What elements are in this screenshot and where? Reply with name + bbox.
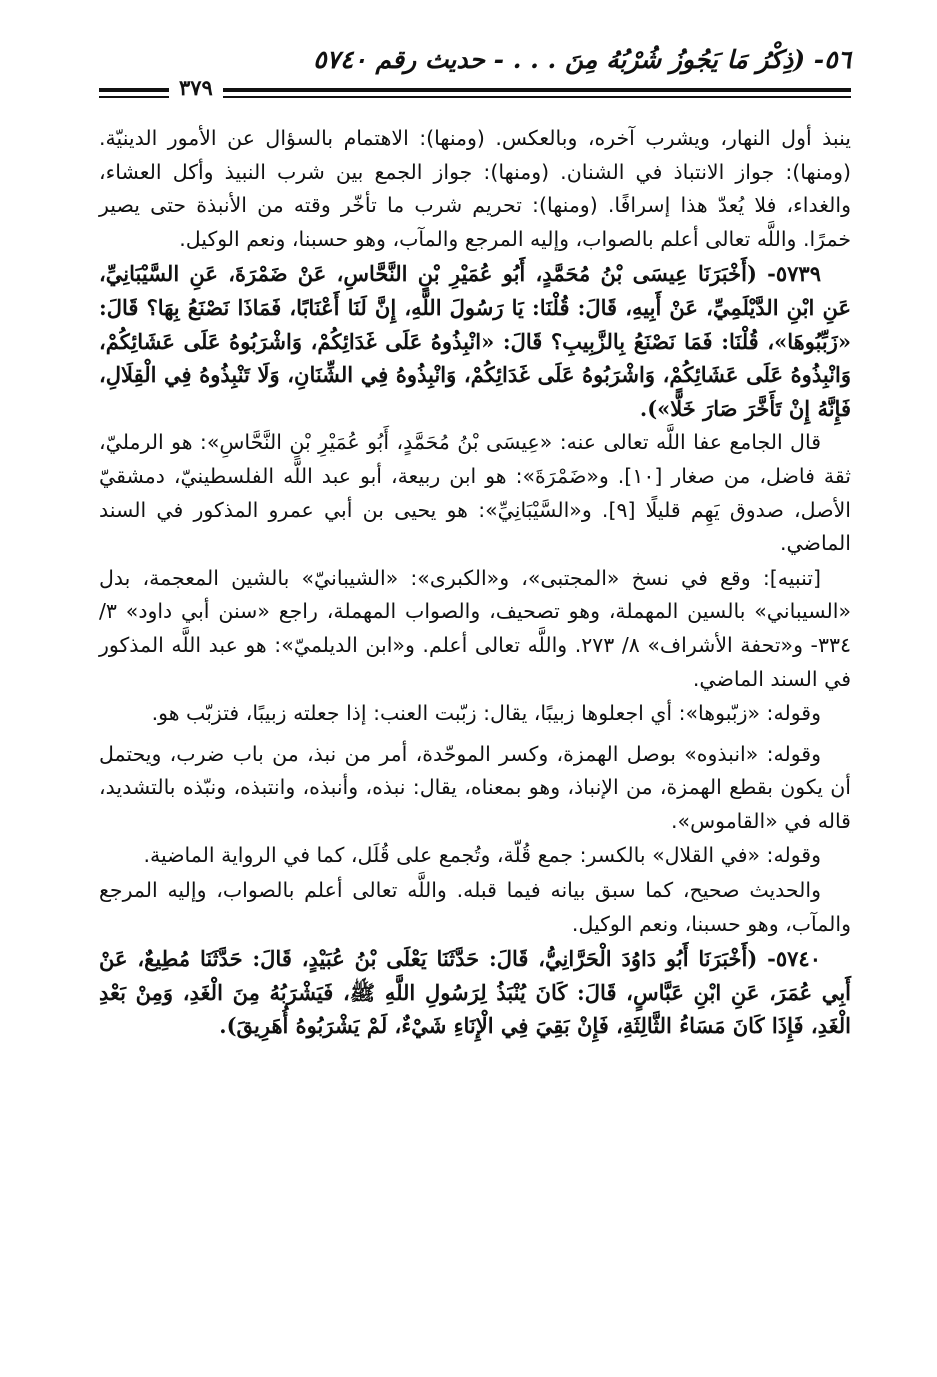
paragraph-narrators: قال الجامع عفا اللَّه تعالى عنه: «عِيسَى بْنُ مُحَمَّدٍ، أَبُو عُمَيْرِ بْنِ النَّحَّاسِ»: هو الرمليّ، ثقة فاضل، من صغار [١٠]. و«ضَمْرَةَ»: هو ابن ربيعة، أبو عبد اللَّه الفلسطينيّ، دمشقيّ الأصل، صدوق يَهِم قليلًا [٩]. و«السَّيْبَانِيِّ»: هو يحيى بن أبي عمرو المذكور في السند الماضي. xyxy=(99,430,851,556)
hadith-5740: ٥٧٤٠- (أَخْبَرَنَا أَبُو دَاوُدَ الْحَرَّانِيُّ، قَالَ: حَدَّثَنَا يَعْلَى بْنُ عُبَيْدٍ، قَالَ: حَدَّثَنَا مُطِيعٌ، عَنْ أَبِي عُمَرَ، عَنِ ابْنِ عَبَّاسٍ، قَالَ: كَانَ يُنْبَذُ لِرَسُولِ اللَّهِ ﷺ، فَيَشْرَبُهُ مِنَ الْغَدِ، وَمِنْ بَعْدِ الْغَدِ، فَإِذَا كَانَ مَسَاءُ الثَّالِثَةِ، فَإِنْ بَقِيَ فِي الْإِنَاءِ شَيْءٌ، لَمْ يَشْرَبُوهُ أُهَرِيقَ). xyxy=(99,946,851,1039)
running-header xyxy=(99,40,851,100)
paragraph-zabbibuha: وقوله: «زبّبوها»: أي اجعلوها زبيبًا، يقال: زبّبت العنب: إذا جعلته زبيبًا، فتزبّب هو. xyxy=(151,701,821,726)
paragraph-benefits: ينبذ أول النهار، ويشرب آخره، وبالعكس. (ومنها): الاهتمام بالسؤال عن الأمور الدينيّة. (ومنها): جواز الانتباذ في الشنان. (ومنها): جواز الجمع بين شرب النبيذ وأكل العشاء، والغداء، فلا يُعدّ هذا إسرافًا. (ومنها): تحريم شرب ما تأخّر وقته من الأنبذة حتى يصير خمرًا. واللَّه تعالى أعلم بالصواب، وإليه المرجع والمآب، وهو حسبنا، ونعم الوكيل. xyxy=(99,126,851,251)
hadith-5739: ٥٧٣٩- (أَخْبَرَنَا عِيسَى بْنُ مُحَمَّدٍ، أَبُو عُمَيْرِ بْنِ النَّحَّاسِ، عَنْ ضَمْرَةَ، عَنِ السَّيْبَانِيِّ، عَنِ ابْنِ الدَّيْلَمِيِّ، عَنْ أَبِيهِ، قَالَ: قُلْنَا: يَا رَسُولَ اللَّهِ، إِنَّ لَنَا أَعْنَابًا، فَمَاذَا نَصْنَعُ بِهَا؟ قَالَ: «زَبِّبُوهَا»، قُلْنَا: فَمَا نَصْنَعُ بِالزَّبِيبِ؟ قَالَ: «انْبِذُوهُ عَلَى غَدَائِكُمْ، وَاشْرَبُوهُ عَلَى عَشَائِكُمْ، وَانْبِذُوهُ عَلَى عَشَائِكُمْ، وَاشْرَبُوهُ عَلَى غَدَائِكُمْ، وَانْبِذُوهُ فِي الشِّنَانِ، وَلَا تَنْبِذُوهُ فِي الْقِلَالِ، فَإِنَّهُ إِنْ تَأَخَّرَ صَارَ خَلًّا»). xyxy=(99,261,851,421)
paragraph-qilal: وقوله: «في القلال» بالكسر: جمع قُلّة، وتُجمع على قُلَل، كما في الرواية الماضية. xyxy=(143,843,821,868)
paragraph-inbidhuhu: وقوله: «انبذوه» بوصل الهمزة، وكسر الموحّدة، أمر من نبذ، من باب ضرب، ويحتمل أن يكون بقطع الهمزة، من الإنباذ، وهو بمعناه، يقال: نبذه، وأنبذه، وانتبذه، ونبّذه بالتشديد، قاله في «القاموس». xyxy=(99,741,851,833)
page-number: ٣٧٩ xyxy=(169,74,223,102)
text-body xyxy=(99,122,851,1044)
chapter-title: ٥٦- (ذِكْرُ مَا يَجُوزُ شُرْبُهُ مِنَ . . . - حديث رقم ٥٧٤٠ xyxy=(313,45,851,74)
paragraph-sahih: والحديث صحيح، كما سبق بيانه فيما قبله. واللَّه تعالى أعلم بالصواب، وإليه المرجع والمآب، وهو حسبنا، ونعم الوكيل. xyxy=(99,878,851,936)
paragraph-note: [تنبيه]: وقع في نسخ «المجتبى»، و«الكبرى»: «الشيبانيّ» بالشين المعجمة، بدل «السيباني» بالسين المهملة، وهو تصحيف، والصواب المهملة، راجع «سنن أبي داود» ٣/ ٣٣٤- و«تحفة الأشراف» ٨/ ٢٧٣. واللَّه تعالى أعلم. و«ابن الديلميّ»: هو عبد اللَّه المذكور في السند الماضي. xyxy=(99,565,851,691)
